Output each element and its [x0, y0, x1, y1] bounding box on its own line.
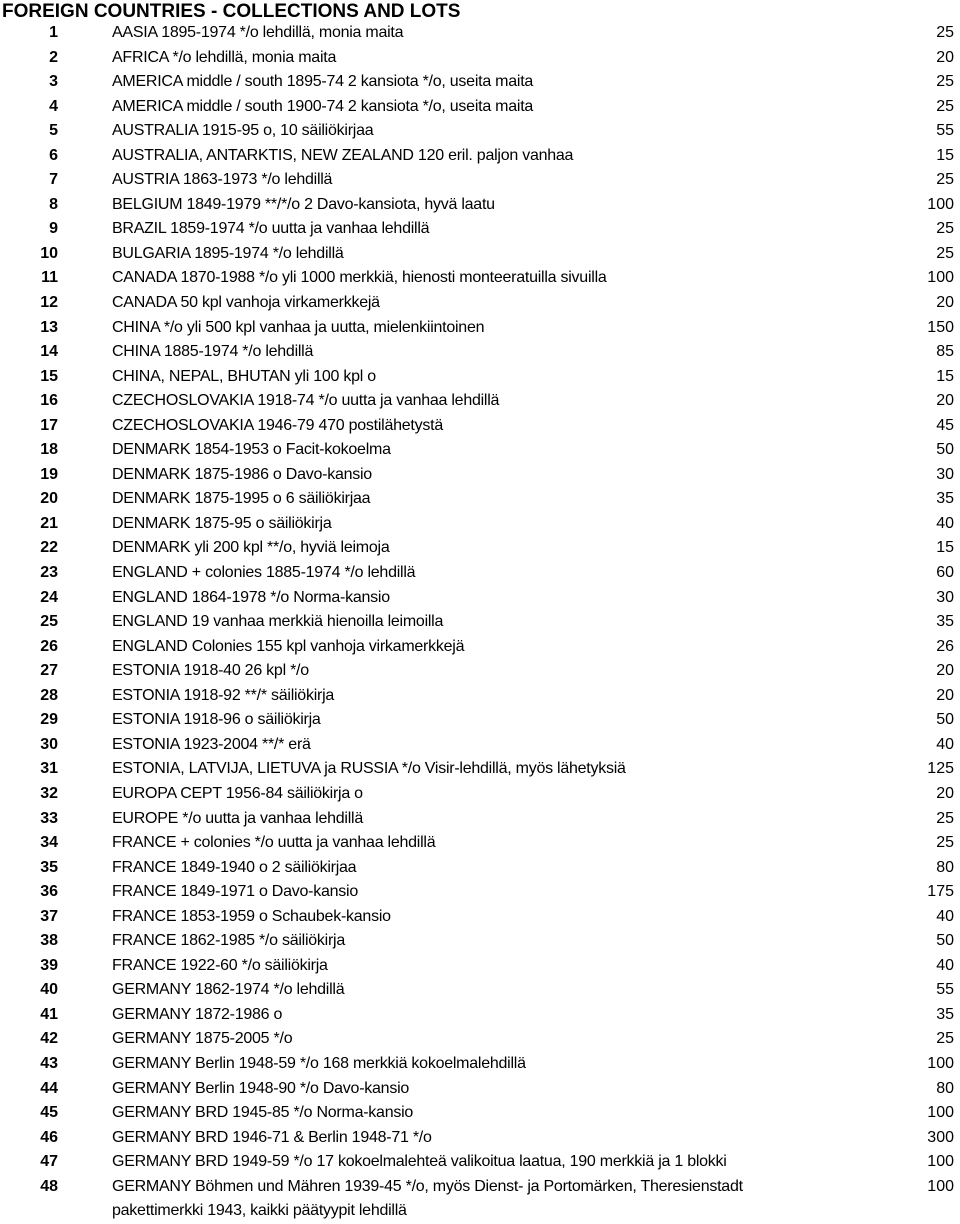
- lot-description-line: EUROPE */o uutta ja vanhaa lehdillä: [112, 809, 363, 827]
- lot-row: [0, 708, 960, 733]
- lot-description: [112, 95, 872, 120]
- lot-number: 7: [49, 171, 58, 189]
- lot-row: [0, 684, 960, 709]
- lot-number: 3: [49, 73, 58, 91]
- lot-number: 41: [40, 1005, 58, 1023]
- lot-row: [0, 1052, 960, 1077]
- lot-description-line: AUSTRIA 1863-1973 */o lehdillä: [112, 171, 333, 189]
- lot-price: 85: [936, 343, 954, 361]
- lot-number: 43: [40, 1054, 58, 1072]
- lot-number: 32: [40, 784, 58, 802]
- lot-number: 42: [40, 1030, 58, 1048]
- lot-description: [112, 978, 872, 1003]
- lot-description-line: DENMARK 1854-1953 o Facit-kokoelma: [112, 441, 391, 459]
- lot-description: [112, 1150, 872, 1175]
- lot-price: 50: [936, 932, 954, 950]
- lot-row: [0, 954, 960, 979]
- lot-number: 18: [40, 441, 58, 459]
- lot-description: [112, 193, 872, 218]
- lot-number: 45: [40, 1104, 58, 1122]
- lot-description-line: GERMANY 1875-2005 */o: [112, 1030, 293, 1048]
- lot-description-line: GERMANY 1872-1986 o: [112, 1005, 283, 1023]
- lot-description: [112, 21, 872, 46]
- lot-row: [0, 144, 960, 169]
- lot-description: [112, 684, 872, 709]
- lot-row: [0, 217, 960, 242]
- lot-row: [0, 1101, 960, 1126]
- lot-row: [0, 536, 960, 561]
- lot-description-line: AUSTRALIA 1915-95 o, 10 säiliökirjaa: [112, 122, 374, 140]
- lot-price: 40: [936, 735, 954, 753]
- lot-price: 25: [936, 834, 954, 852]
- lot-description: [112, 659, 872, 684]
- lot-description-line: GERMANY Berlin 1948-59 */o 168 merkkiä kokoelmalehdillä: [112, 1054, 526, 1072]
- lot-price: 300: [927, 1128, 954, 1146]
- lot-price: 150: [927, 318, 954, 336]
- lot-description-line: BULGARIA 1895-1974 */o lehdillä: [112, 244, 344, 262]
- lot-number: 28: [40, 686, 58, 704]
- lot-number: 23: [40, 564, 58, 582]
- lot-description-line: FRANCE 1853-1959 o Schaubek-kansio: [112, 907, 391, 925]
- lot-row: [0, 340, 960, 365]
- lot-row: [0, 856, 960, 881]
- lot-description-line: AMERICA middle / south 1900-74 2 kansiota */o, useita maita: [112, 97, 534, 115]
- lot-price: 20: [936, 784, 954, 802]
- lot-price: 35: [936, 490, 954, 508]
- lot-number: 9: [49, 220, 58, 238]
- lot-row: [0, 291, 960, 316]
- lot-description: [112, 487, 872, 512]
- lot-price: 20: [936, 662, 954, 680]
- lot-description: [112, 929, 872, 954]
- lot-price: 25: [936, 244, 954, 262]
- lot-description: [112, 1027, 872, 1052]
- lot-description: [112, 463, 872, 488]
- lot-number: 48: [40, 1177, 58, 1195]
- lot-description-line: ENGLAND + colonies 1885-1974 */o lehdillä: [112, 564, 416, 582]
- lot-description: [112, 144, 872, 169]
- lot-price: 175: [927, 883, 954, 901]
- lot-price: 80: [936, 1079, 954, 1097]
- lot-price: 25: [936, 73, 954, 91]
- lot-number: 47: [40, 1153, 58, 1171]
- lot-price: 35: [936, 613, 954, 631]
- lot-row: [0, 365, 960, 390]
- lot-price: 50: [936, 441, 954, 459]
- lot-description-line: GERMANY Böhmen und Mähren 1939-45 */o, myös Dienst- ja Portomärken, Theresienstadt: [112, 1177, 743, 1195]
- lot-description: [112, 1052, 872, 1077]
- lot-description-line: DENMARK 1875-1995 o 6 säiliökirjaa: [112, 490, 371, 508]
- lot-row: [0, 978, 960, 1003]
- lot-number: 27: [40, 662, 58, 680]
- lot-description: [112, 635, 872, 660]
- lot-number: 38: [40, 932, 58, 950]
- lot-number: 11: [41, 269, 58, 287]
- lot-description-line: ESTONIA 1923-2004 **/* erä: [112, 735, 311, 753]
- lot-description: [112, 610, 872, 635]
- lot-price: 40: [936, 956, 954, 974]
- lot-row: [0, 1175, 960, 1224]
- lot-price: 55: [936, 122, 954, 140]
- lot-number: 8: [49, 195, 58, 213]
- lot-number: 1: [49, 24, 58, 41]
- lot-price: 20: [936, 48, 954, 66]
- lot-price: 100: [927, 1153, 954, 1171]
- lot-description-line: DENMARK 1875-1986 o Davo-kansio: [112, 465, 372, 483]
- lot-description: [112, 291, 872, 316]
- lot-description-line: GERMANY Berlin 1948-90 */o Davo-kansio: [112, 1079, 410, 1097]
- lot-description: [112, 708, 872, 733]
- lot-description-line: ENGLAND 19 vanhaa merkkiä hienoilla leimoilla: [112, 613, 444, 631]
- lot-row: [0, 512, 960, 537]
- lot-price: 15: [936, 367, 954, 385]
- lot-description-line: GERMANY BRD 1945-85 */o Norma-kansio: [112, 1104, 414, 1122]
- lot-row: [0, 831, 960, 856]
- lot-description: [112, 1175, 872, 1224]
- lot-price: 60: [936, 564, 954, 582]
- lot-description-line: FRANCE 1849-1971 o Davo-kansio: [112, 883, 358, 901]
- lot-price: 30: [936, 465, 954, 483]
- lot-row: [0, 487, 960, 512]
- lot-row: [0, 807, 960, 832]
- lot-row: [0, 438, 960, 463]
- lot-number: 24: [40, 588, 58, 606]
- lot-price: 55: [936, 981, 954, 999]
- lot-description: [112, 1126, 872, 1151]
- lot-description-line: CZECHOSLOVAKIA 1918-74 */o uutta ja vanhaa lehdillä: [112, 392, 500, 410]
- lot-price: 125: [927, 760, 954, 778]
- lot-row: [0, 659, 960, 684]
- lot-row: [0, 635, 960, 660]
- lot-description-line: FRANCE 1849-1940 o 2 säiliökirjaa: [112, 858, 357, 876]
- lot-price: 100: [927, 1054, 954, 1072]
- lot-description-line: DENMARK yli 200 kpl **/o, hyviä leimoja: [112, 539, 390, 557]
- lot-price: 25: [936, 97, 954, 115]
- lot-price: 80: [936, 858, 954, 876]
- lot-description: [112, 316, 872, 341]
- lot-description: [112, 757, 872, 782]
- lot-description-line: ESTONIA, LATVIJA, LIETUVA ja RUSSIA */o Visir-lehdillä, myös lähetyksiä: [112, 760, 626, 778]
- lot-number: 20: [40, 490, 58, 508]
- lot-description: [112, 242, 872, 267]
- lot-description: [112, 340, 872, 365]
- lot-description-line: CANADA 1870-1988 */o yli 1000 merkkiä, hienosti monteeratuilla sivuilla: [112, 269, 607, 287]
- lot-description-line: AUSTRALIA, ANTARKTIS, NEW ZEALAND 120 eril. paljon vanhaa: [112, 146, 574, 164]
- lot-row: [0, 929, 960, 954]
- lot-price: 50: [936, 711, 954, 729]
- lot-description: [112, 954, 872, 979]
- lot-number: 29: [40, 711, 58, 729]
- lot-row: [0, 316, 960, 341]
- lot-description: [112, 512, 872, 537]
- lot-description: [112, 831, 872, 856]
- lot-description-line: ENGLAND Colonies 155 kpl vanhoja virkamerkkejä: [112, 637, 465, 655]
- lot-description: [112, 1077, 872, 1102]
- lot-price: 100: [927, 195, 954, 213]
- lot-price: 20: [936, 294, 954, 312]
- lot-description: [112, 266, 872, 291]
- lot-description: [112, 880, 872, 905]
- lot-description: [112, 46, 872, 71]
- lot-price: 15: [936, 146, 954, 164]
- lot-description: [112, 414, 872, 439]
- lot-price: 25: [936, 1030, 954, 1048]
- lot-description: [112, 1101, 872, 1126]
- lot-description-line: GERMANY 1862-1974 */o lehdillä: [112, 981, 345, 999]
- lot-description-line: BELGIUM 1849-1979 **/*/o 2 Davo-kansiota, hyvä laatu: [112, 195, 495, 213]
- lot-description: [112, 856, 872, 881]
- lot-description-line: ENGLAND 1864-1978 */o Norma-kansio: [112, 588, 390, 606]
- lot-description-line: CHINA 1885-1974 */o lehdillä: [112, 343, 314, 361]
- lot-number: 37: [40, 907, 58, 925]
- lot-row: [0, 880, 960, 905]
- lot-description: [112, 782, 872, 807]
- lot-price: 20: [936, 392, 954, 410]
- lot-description-line: CHINA */o yli 500 kpl vanhaa ja uutta, mielenkiintoinen: [112, 318, 485, 336]
- lot-row: [0, 757, 960, 782]
- lot-row: [0, 905, 960, 930]
- lot-row: [0, 168, 960, 193]
- lot-row: [0, 1003, 960, 1028]
- lot-row: [0, 463, 960, 488]
- lot-number: 12: [40, 294, 58, 312]
- lot-description: [112, 905, 872, 930]
- lot-description-line: FRANCE 1922-60 */o säiliökirja: [112, 956, 328, 974]
- lot-price: 20: [936, 686, 954, 704]
- lot-description-line: EUROPA CEPT 1956-84 säiliökirja o: [112, 784, 363, 802]
- lot-description: [112, 70, 872, 95]
- lot-row: [0, 561, 960, 586]
- lot-number: 36: [40, 883, 58, 901]
- lot-row: [0, 389, 960, 414]
- lot-row: [0, 242, 960, 267]
- lot-description: [112, 733, 872, 758]
- lot-number: 2: [49, 48, 58, 66]
- lot-number: 46: [40, 1128, 58, 1146]
- lot-row: [0, 46, 960, 71]
- lot-price: 100: [927, 1177, 954, 1195]
- lot-description-line: ESTONIA 1918-96 o säiliökirja: [112, 711, 321, 729]
- lot-description-line: ESTONIA 1918-92 **/* säiliökirja: [112, 686, 335, 704]
- lot-description: [112, 536, 872, 561]
- lot-description-line: GERMANY BRD 1946-71 & Berlin 1948-71 */o: [112, 1128, 432, 1146]
- lot-description: [112, 365, 872, 390]
- lot-description-line: CZECHOSLOVAKIA 1946-79 470 postilähetystä: [112, 416, 443, 434]
- lot-price: 15: [936, 539, 954, 557]
- lot-number: 35: [40, 858, 58, 876]
- lot-number: 30: [40, 735, 58, 753]
- lot-row: [0, 70, 960, 95]
- lot-number: 19: [40, 465, 58, 483]
- lot-row: [0, 1027, 960, 1052]
- lot-description-line: FRANCE + colonies */o uutta ja vanhaa lehdillä: [112, 834, 436, 852]
- lot-row: [0, 21, 960, 46]
- lot-price: 40: [936, 907, 954, 925]
- lot-number: 25: [40, 613, 58, 631]
- lot-description-line: AFRICA */o lehdillä, monia maita: [112, 48, 337, 66]
- lot-price: 40: [936, 514, 954, 532]
- lot-row: [0, 1077, 960, 1102]
- lot-description-line: ESTONIA 1918-40 26 kpl */o: [112, 662, 309, 680]
- lot-description: [112, 807, 872, 832]
- lot-number: 13: [40, 318, 58, 336]
- lot-number: 33: [40, 809, 58, 827]
- lot-description-line: DENMARK 1875-95 o säiliökirja: [112, 514, 332, 532]
- lot-row: [0, 1126, 960, 1151]
- lot-number: 10: [40, 244, 58, 262]
- lot-description-line: CANADA 50 kpl vanhoja virkamerkkejä: [112, 294, 380, 312]
- lot-row: [0, 586, 960, 611]
- lot-row: [0, 733, 960, 758]
- lot-number: 6: [49, 146, 58, 164]
- lot-row: [0, 414, 960, 439]
- lot-number: 31: [40, 760, 58, 778]
- lot-price: 25: [936, 171, 954, 189]
- lot-description: [112, 438, 872, 463]
- lot-description: [112, 119, 872, 144]
- lot-description: [112, 389, 872, 414]
- lot-number: 39: [40, 956, 58, 974]
- lot-number: 4: [49, 97, 58, 115]
- lot-price: 25: [936, 809, 954, 827]
- lot-row: [0, 266, 960, 291]
- lot-price: 45: [936, 416, 954, 434]
- lot-row: [0, 610, 960, 635]
- lot-description-line: BRAZIL 1859-1974 */o uutta ja vanhaa lehdillä: [112, 220, 430, 238]
- lot-row: [0, 1150, 960, 1175]
- lot-number: 14: [40, 343, 58, 361]
- lot-price: 100: [927, 269, 954, 287]
- lot-description: [112, 217, 872, 242]
- lot-description-line: CHINA, NEPAL, BHUTAN yli 100 kpl o: [112, 367, 376, 385]
- lot-number: 15: [40, 367, 58, 385]
- lot-list: [0, 21, 960, 1224]
- lot-number: 26: [40, 637, 58, 655]
- lot-row: [0, 95, 960, 120]
- lot-description-line: FRANCE 1862-1985 */o säiliökirja: [112, 932, 345, 950]
- lot-number: 40: [40, 981, 58, 999]
- page-heading: FOREIGN COUNTRIES - COLLECTIONS AND LOTS: [2, 1, 461, 22]
- lot-row: [0, 119, 960, 144]
- lot-description: [112, 561, 872, 586]
- lot-price: 30: [936, 588, 954, 606]
- lot-description: [112, 1003, 872, 1028]
- lot-description: [112, 168, 872, 193]
- lot-description-line: GERMANY BRD 1949-59 */o 17 kokoelmalehteä valikoitua laatua, 190 merkkiä ja 1 blokki: [112, 1153, 727, 1171]
- lot-description-continuation: pakettimerkki 1943, kaikki päätyypit lehdillä: [112, 1202, 407, 1220]
- lot-number: 44: [40, 1079, 58, 1097]
- lot-number: 22: [40, 539, 58, 557]
- lot-description: [112, 586, 872, 611]
- lot-description-line: AMERICA middle / south 1895-74 2 kansiota */o, useita maita: [112, 73, 534, 91]
- lot-row: [0, 782, 960, 807]
- lot-price: 26: [936, 637, 954, 655]
- lot-price: 25: [936, 220, 954, 238]
- lot-number: 16: [40, 392, 58, 410]
- lot-number: 34: [40, 834, 58, 852]
- lot-description-line: AASIA 1895-1974 */o lehdillä, monia maita: [112, 24, 404, 41]
- lot-number: 21: [40, 514, 58, 532]
- lot-number: 17: [40, 416, 58, 434]
- lot-price: 35: [936, 1005, 954, 1023]
- lot-row: [0, 193, 960, 218]
- lot-price: 100: [927, 1104, 954, 1122]
- lot-price: 25: [936, 24, 954, 41]
- lot-number: 5: [49, 122, 58, 140]
